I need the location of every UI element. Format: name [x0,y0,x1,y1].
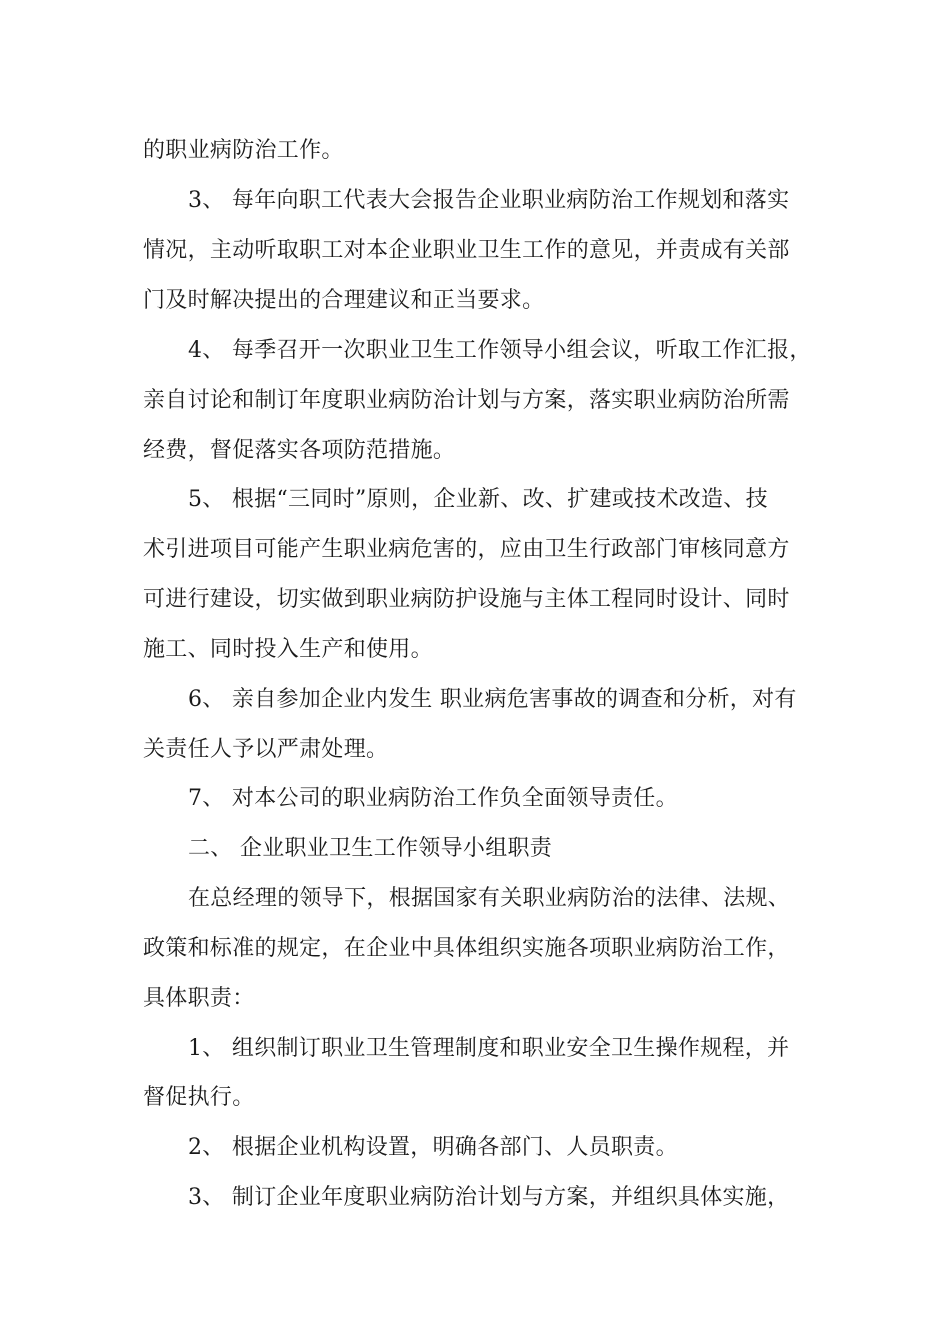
text-line: 可进行建设，切实做到职业病防护设施与主体工程同时设计、同时 [143,587,790,612]
text-line: 2、 根据企业机构设置，明确各部门、人员职责。 [188,1135,678,1160]
text-line: 7、 对本公司的职业病防治工作负全面领导责任。 [188,786,678,811]
text-line: 督促执行。 [143,1085,255,1110]
text-line: 政策和标准的规定，在企业中具体组织实施各项职业病防治工作， [143,936,790,961]
text-line: 3、 制订企业年度职业病防治计划与方案，并组织具体实施， [188,1185,790,1210]
text-line: 在总经理的领导下，根据国家有关职业病防治的法律、法规、 [188,886,791,911]
text-line: 4、 每季召开一次职业卫生工作领导小组会议，听取工作汇报， [188,338,812,363]
text-line: 亲自讨论和制订年度职业病防治计划与方案，落实职业病防治所需 [143,388,790,413]
text-line: 施工、同时投入生产和使用。 [143,637,433,662]
text-line: 术引进项目可能产生职业病危害的，应由卫生行政部门审核同意方 [143,537,790,562]
text-line: 的职业病防治工作。 [143,138,344,163]
text-line: 具体职责： [143,986,255,1011]
section-heading: 二、 企业职业卫生工作领导小组职责 [188,836,553,861]
text-line: 6、 亲自参加企业内发生 职业病危害事故的调查和分析，对有 [188,687,797,712]
text-line: 情况，主动听取职工对本企业职业卫生工作的意见，并责成有关部 [143,238,790,263]
text-line: 5、 根据“三同时”原则，企业新、改、扩建或技术改造、技 [188,487,768,512]
text-line: 门及时解决提出的合理建议和正当要求。 [143,288,545,313]
text-line: 3、 每年向职工代表大会报告企业职业病防治工作规划和落实 [188,188,790,213]
text-line: 1、 组织制订职业卫生管理制度和职业安全卫生操作规程，并 [188,1036,790,1061]
text-line: 经费，督促落实各项防范措施。 [143,438,456,463]
text-line: 关责任人予以严肃处理。 [143,737,389,762]
